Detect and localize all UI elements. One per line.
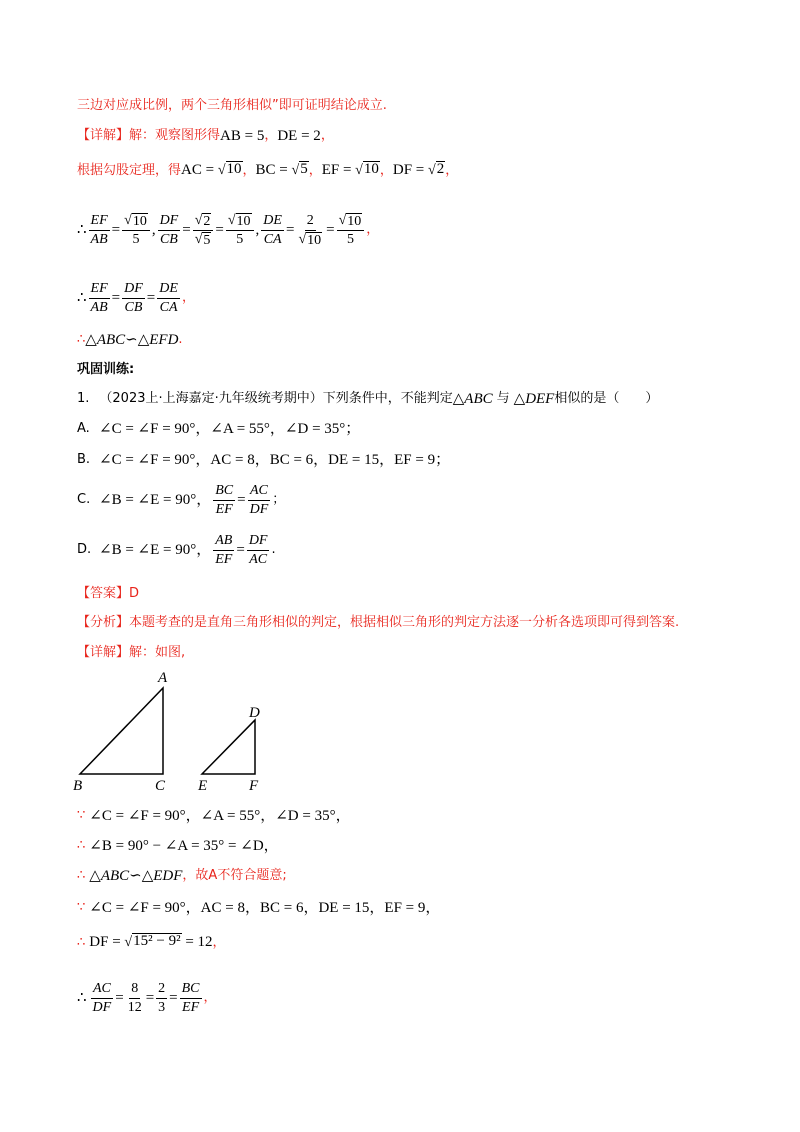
detail-text: 解：如图, [129,645,186,660]
frac-r10-5-c: √ 10 5 [337,213,365,248]
answer-text: 【答案】D [77,586,140,601]
math-ab: AB = 5 [220,128,265,144]
math-df: DF = √ 2 [392,161,445,178]
analysis-text: 本题考查的是直角三角形相似的判定，根据相似三角形的判定方法逐一分析各选项即可得到答案. [129,615,680,630]
math-df-value: DF = √ 15² − 9² = 12 [89,933,213,950]
solution-line-3 [77,866,760,886]
solution-4-math: ∠C = ∠F = 90°，AC = 8，BC = 6，DE = 15，EF = 9， [89,900,441,916]
label-a: A [158,670,168,686]
therefore-symbol: ∴ [77,868,86,883]
solution-1-math: ∠C = ∠F = 90°，∠A = 55°，∠D = 35°， [89,808,351,824]
math-ac: AC = √ 10 [181,161,242,178]
option-c-label: C. [77,492,91,507]
option-d: D. ∠B = ∠E = 90°， $\frac{AB}{EF}$ = $\frac{DF}{AC}$ . [77,532,276,567]
text-line-similar-conclusion: ∴ △ABC∽△EFD . [77,332,183,348]
solution-line-4 [77,898,760,918]
math-similar-abc-efd: △ABC∽△EFD [85,332,179,348]
option-b-label: B. [77,452,91,467]
text-line-conclusion [77,96,760,116]
math-de: DE = 2 [277,128,321,144]
frac-ac-df-2: $\frac{AC}{DF}$ [92,980,112,1015]
section-title-text: 巩固训练: [77,362,135,377]
detail-tag-2: 【详解】 [77,645,130,660]
frac-8-12: $\frac{8}{12}$ [127,980,142,1015]
therefore-symbol: ∴ [77,838,86,853]
analysis-tag: 【分析】 [77,615,130,630]
frac-de-ca: $\frac{DE}{CA}$ [263,212,282,247]
option-a-label: A. [77,421,90,436]
text-line-pythagoras: 根据勾股定理，得 AC = √ 10 ， BC = √ 5 ， EF = √ 10 ， DF = √ 2 ， [77,160,760,181]
because-symbol: ∵ [77,808,86,823]
pythagoras-text: 根据勾股定理，得 [77,162,182,178]
triangle-efd-shape [202,720,255,774]
frac-r2-r5: √ 2 √ 5 [193,213,214,248]
frac-r10-5: √ 10 5 [122,213,150,248]
frac-df-cb: $\frac{DF}{CB}$ [124,280,143,315]
option-d-label: D. [77,542,92,557]
label-e: E [198,778,208,794]
option-c: C. ∠B = ∠E = 90°， $\frac{BC}{EF}$ = $\frac{AC}{DF}$ ； [77,482,286,517]
label-c: C [155,778,166,794]
math-triangle-abc: △ABC [452,391,493,407]
solution-line-1 [77,806,760,826]
frac-bc-ef: $\frac{BC}{EF}$ [215,482,234,517]
analysis-line [77,613,760,633]
text-line-equal-ratios: ∴ $\frac{EF}{AB}$ = $\frac{DF}{CB}$ = $\frac{DE}{CA}$ ， [77,280,195,315]
option-b-text: ∠C = ∠F = 90°，AC = 8，BC = 6，DE = 15，EF = 9； [99,452,451,468]
label-b: B [73,778,83,794]
frac-r10-5-b: √ 10 5 [226,213,254,248]
frac-ab-ef: $\frac{AB}{EF}$ [215,532,233,567]
option-d-text: ∠B = ∠E = 90°， [99,542,212,558]
triangle-abc-shape [80,688,163,774]
triangles-figure [70,668,300,796]
detail-intro-text: 解：观察图形得 [129,128,221,143]
math-ef: EF = √ 10 [321,161,379,178]
option-a-text: ∠C = ∠F = 90°，∠A = 55°，∠D = 35°； [99,421,361,437]
solution-line-2 [77,836,760,856]
math-triangle-def: △DEF [513,391,555,407]
option-b [77,450,760,470]
question-text-b: 与 [496,391,510,406]
frac-2-3: $\frac{2}{3}$ [158,980,166,1015]
therefore-symbol: ∴ [77,222,87,238]
label-d: D [249,705,260,721]
detail-tag: 【详解】 [77,128,130,143]
frac-ef-ab: $\frac{EF}{AB}$ [90,212,108,247]
solution-line-6: ∴ $\frac{AC}{DF}$ = $\frac{8}{12}$ = $\frac{2}{3}$ = $\frac{BC}{EF}$ ， [77,980,217,1015]
frac-df-cb: $\frac{DF}{CB}$ [159,212,179,247]
question-text-c: 相似的是（ ） [554,391,659,406]
option-a [77,419,760,439]
because-symbol: ∵ [77,900,86,915]
frac-ac-df: $\frac{AC}{DF}$ [249,482,269,517]
section-title [77,360,760,380]
therefore-symbol: ∴ [77,934,86,950]
text-line-ratios: ∴ $\frac{EF}{AB}$ = √ 10 5 , $\frac{DF}{CB}$ = √ 2 √ 5 = √ 10 5 , $\frac{DE}{CA}$ = 2 √ 10 = √ 10 5 ， [77,212,380,248]
detail-line [77,643,760,663]
frac-de-ca: $\frac{DE}{CA}$ [159,280,178,315]
therefore-symbol: ∴ [77,290,87,306]
frac-bc-ef-2: $\frac{BC}{EF}$ [181,980,200,1015]
frac-2-r10: 2 √ 10 [298,212,322,248]
text-line-detail-intro: 【详解】 解：观察图形得 AB = 5 ， DE = 2 ， [77,128,334,144]
question-text-a: （2023上·上海嘉定·九年级统考期中）下列条件中，不能判定 [99,391,453,406]
answer-line [77,584,760,604]
frac-ef-ab: $\frac{EF}{AB}$ [90,280,108,315]
option-c-text: ∠B = ∠E = 90°， [99,492,212,508]
therefore-symbol: ∴ [77,332,86,347]
math-similar-abc-edf: △ABC∽△EDF [89,868,183,884]
label-f: F [249,778,259,794]
conclusion-text: 三边对应成比例，两个三角形相似”即可证明结论成立. [77,98,387,113]
frac-df-ac: $\frac{DF}{AC}$ [248,532,268,567]
solution-line-5: ∴ DF = √ 15² − 9² = 12 ， [77,932,760,953]
solution-3-text: ，故A不符合题意; [182,868,287,883]
solution-2-math: ∠B = 90° − ∠A = 35° = ∠D， [89,838,279,854]
math-bc: BC = √ 5 [255,161,308,178]
question-line [77,389,760,409]
therefore-symbol: ∴ [77,990,87,1006]
question-number: 1. [77,391,90,406]
